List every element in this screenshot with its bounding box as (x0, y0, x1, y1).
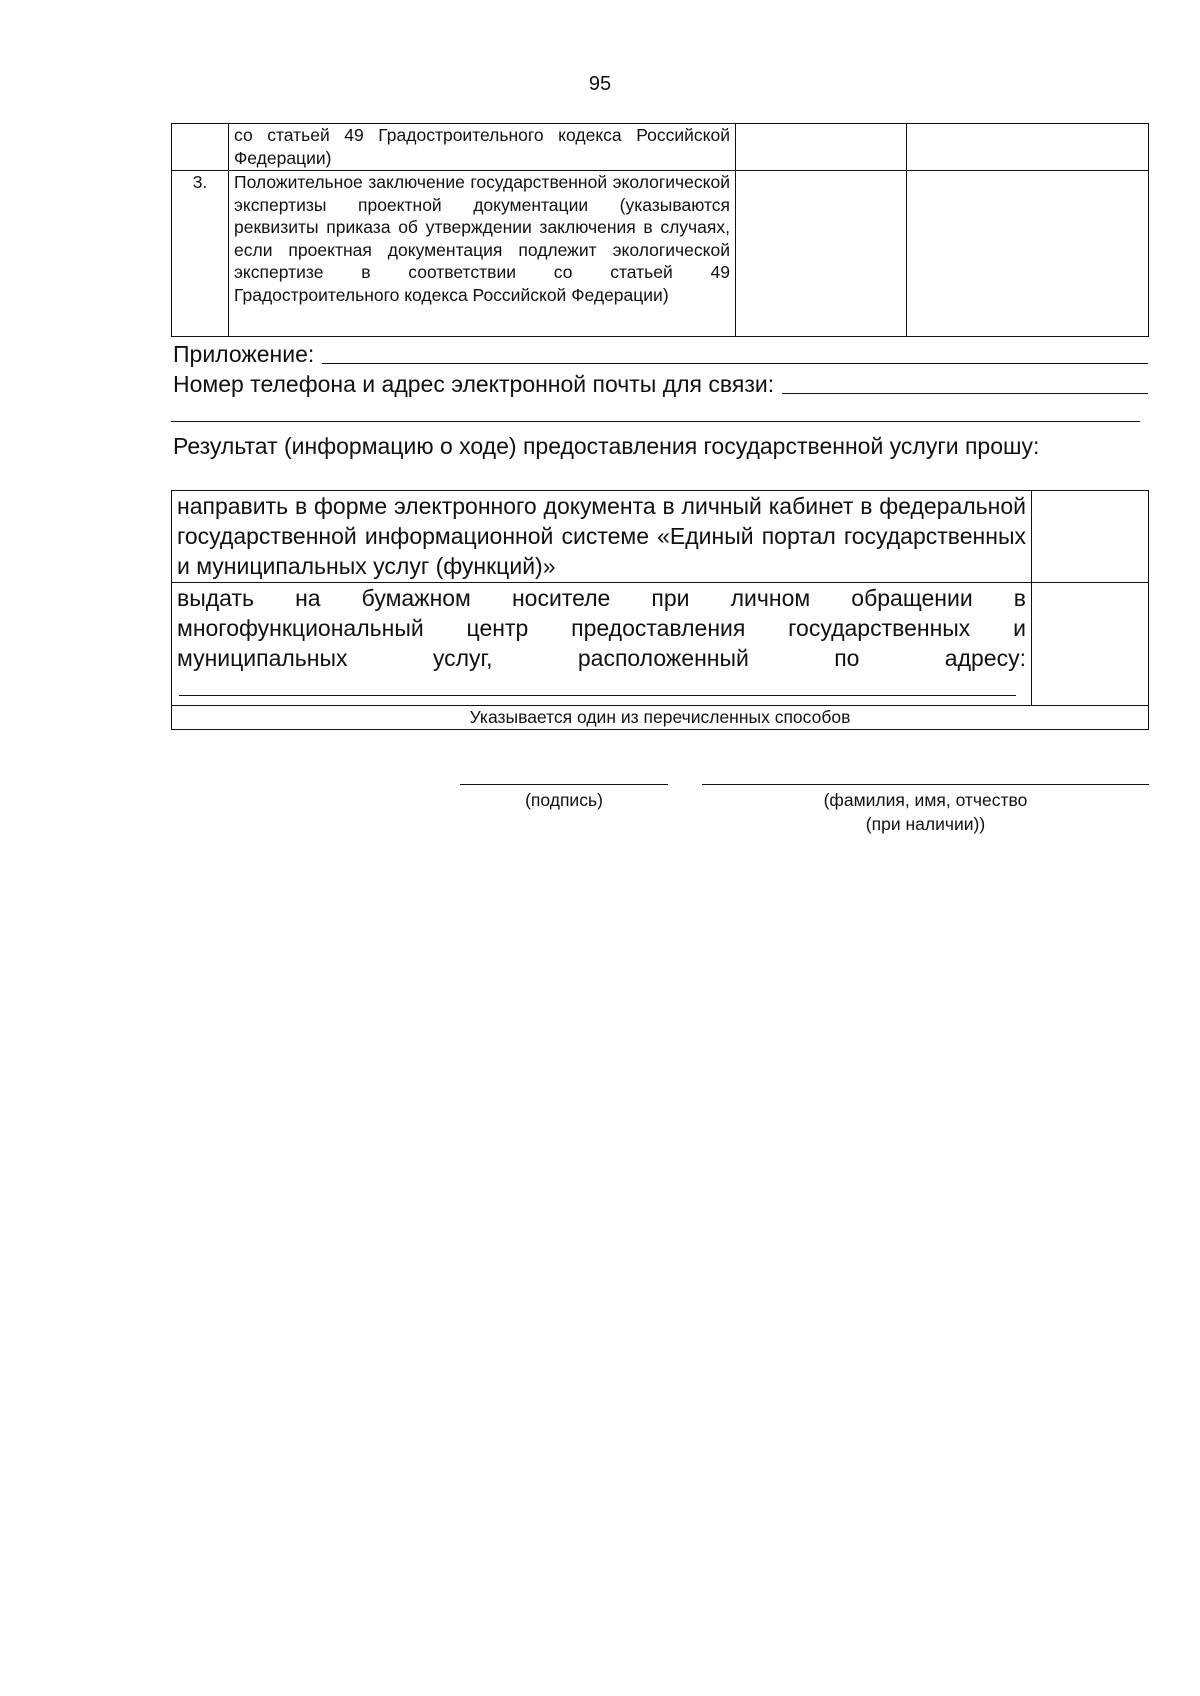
option-electronic-text: направить в форме электронного документа в личный кабинет в федеральной государственной информационной системе «Единый портал государственных и муниципальных услуг (функций)» (172, 491, 1032, 583)
table-row (172, 171, 1149, 337)
attachment-line (173, 340, 1148, 368)
row-description: Положительное заключение государственной экологической экспертизы проектной документации (указываются реквизиты приказа об утверждении заключения в случаях, если проектная документация подлежит экологической экспертизе в соответствии со статьей 49 Градостроительного кодекса Российской Федерации) (229, 171, 736, 337)
row-number (172, 124, 229, 171)
option-paper (172, 583, 1032, 706)
table-row (172, 706, 1149, 730)
full-name-caption-line1: (фамилия, имя, отчество (823, 790, 1028, 810)
row-cell-3[interactable] (736, 171, 907, 337)
row-cell-3[interactable] (736, 124, 907, 171)
full-name-caption-line2: (при наличии)) (865, 814, 986, 834)
table-row (172, 491, 1149, 583)
contact-label: Номер телефона и адрес электронной почты для связи: (173, 371, 775, 397)
method-footnote: Указывается один из перечисленных способов (172, 706, 1149, 730)
table-row (172, 124, 1149, 171)
result-method-table (171, 490, 1149, 730)
contact-line (173, 370, 1148, 398)
page-number: 95 (588, 73, 612, 95)
attachment-label: Приложение: (173, 341, 315, 367)
table-row (172, 583, 1149, 706)
option-paper-checkbox[interactable] (1032, 583, 1149, 706)
documents-table (171, 123, 1149, 337)
full-name-field[interactable] (702, 784, 1149, 785)
contact-field[interactable] (782, 393, 1148, 394)
signature-caption: (подпись) (525, 790, 603, 810)
separator-line (171, 421, 1140, 422)
row-cell-4[interactable] (907, 171, 1149, 337)
signature-field[interactable] (460, 784, 668, 785)
row-description: со статьей 49 Градостроительного кодекса Российской Федерации) (229, 124, 736, 171)
row-cell-4[interactable] (907, 124, 1149, 171)
result-intro: Результат (информацию о ходе) предоставления государственной услуги прошу: (173, 433, 1040, 459)
attachment-field[interactable] (322, 363, 1148, 364)
option-paper-text: выдать на бумажном носителе при личном обращении в многофункциональный центр предоставления государственных и муниципальных услуг, расположенный по адресу: (177, 585, 1026, 671)
option-electronic-checkbox[interactable] (1032, 491, 1149, 583)
row-number: 3. (172, 171, 229, 337)
full-name-caption (702, 788, 1149, 836)
address-field[interactable] (179, 695, 1016, 696)
